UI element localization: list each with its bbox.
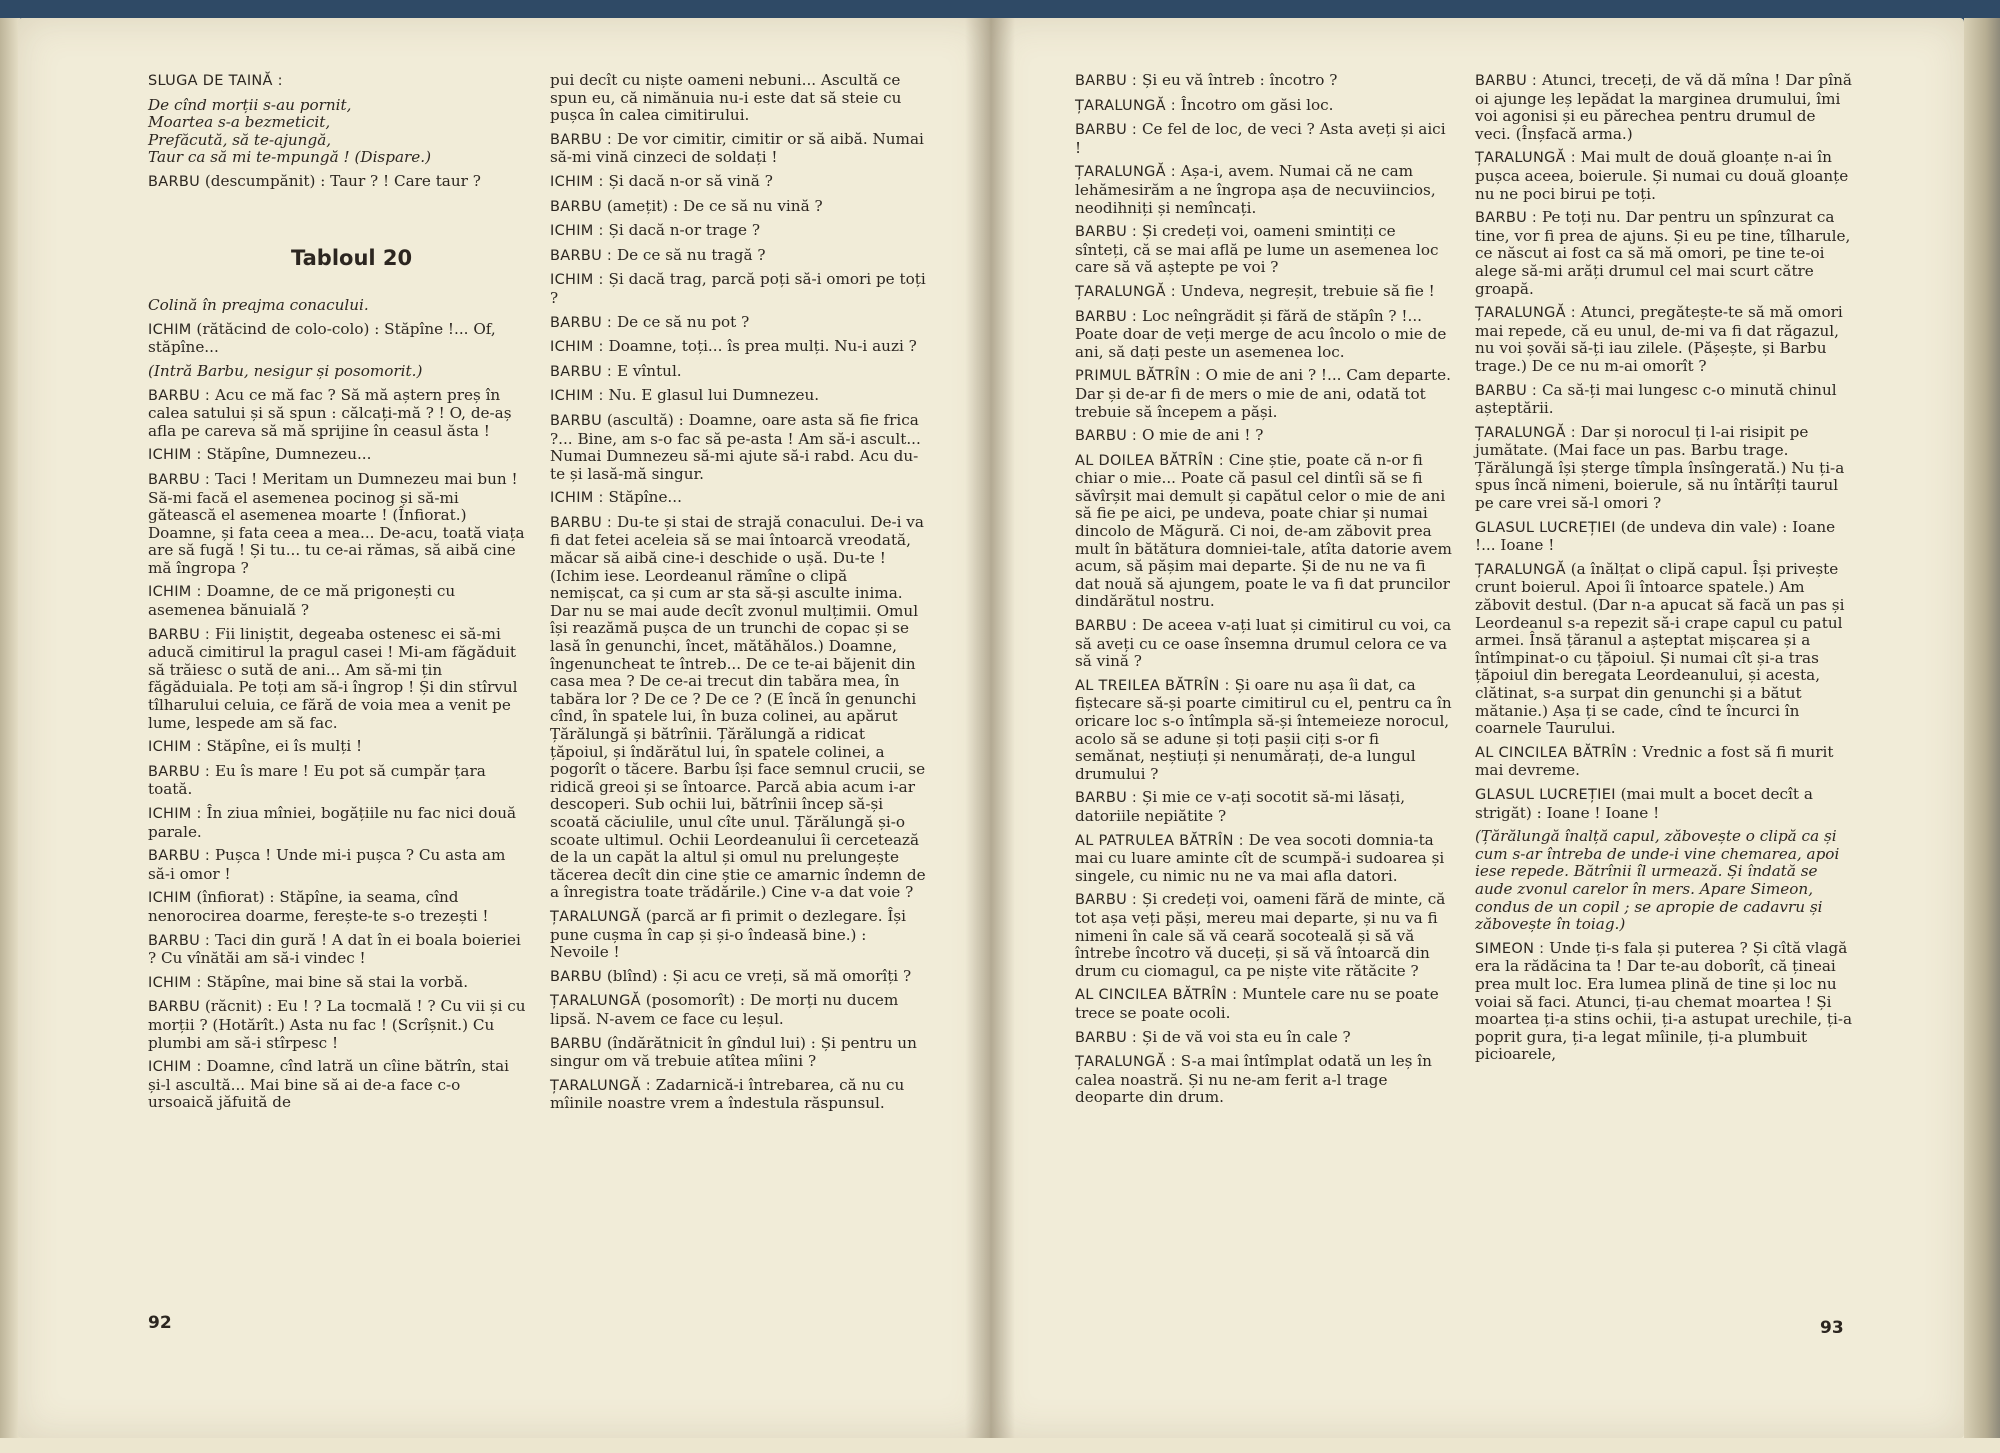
line-text: (amețit) : De ce să nu vină ? — [606, 196, 823, 215]
speaker-name: ȚARALUNGĂ — [550, 908, 641, 925]
stage-direction — [148, 97, 526, 167]
line-text: De ce să nu pot ? — [616, 312, 750, 331]
speaker-name: GLASUL LUCREȚIEI — [1475, 786, 1616, 803]
line-text: Și de vă voi sta eu în cale ? — [1141, 1027, 1351, 1046]
dialogue-line — [550, 198, 926, 217]
speaker-name: BARBU : — [148, 626, 211, 643]
line-text: De aceea v-ați luat și cimitirul cu voi, ca să aveți cu ce oase însemna drumul celora ce va să vină ? — [1075, 616, 1452, 671]
dialogue-line — [1075, 677, 1452, 784]
speaker-name: BARBU : — [550, 131, 613, 148]
speaker-name: ICHIM : — [550, 272, 604, 289]
line-text: (îndărătnicit în gîndul lui) : Și pentru un singur om vă trebuie atîtea mîini ? — [550, 1033, 917, 1071]
dialogue-line — [148, 738, 526, 757]
speaker-name: ȚARALUNGĂ : — [1475, 424, 1576, 441]
speaker-name: AL PATRULEA BĂTRÎN : — [1075, 832, 1244, 849]
dialogue-line — [1075, 891, 1452, 980]
line-text: (răcnit) : Eu ! ? La tocmală ! ? Cu vii și cu morții ? (Hotărît.) Asta nu fac ! (Scrîșnit.) Cu plumbi am să-i stîrpesc ! — [148, 997, 526, 1052]
speaker-name: ICHIM — [148, 321, 192, 338]
dialogue-line — [1075, 283, 1452, 302]
speaker-name: ICHIM : — [550, 490, 604, 507]
column-2 — [550, 72, 926, 1119]
column-1-main — [148, 297, 526, 1112]
dialogue-line — [1075, 452, 1452, 611]
dialogue-line — [148, 763, 526, 799]
line-text: Taci din gură ! A dat în ei boala boieriei ? Cu vînătăi am să-i vindec ! — [148, 930, 521, 968]
dialogue-line — [1075, 986, 1452, 1022]
dialogue-line — [550, 908, 926, 962]
speaker-name: ICHIM : — [550, 339, 604, 356]
dialogue-line — [148, 626, 526, 733]
speaker-name: BARBU — [148, 999, 201, 1016]
line-text: Acu ce mă fac ? Să mă aștern preș în calea satului și să spun : călcați-mă ? ! O, de-aș afla pe careva să mă sprijine în ceasul ăsta ! — [148, 385, 512, 440]
speaker-name: AL DOILEA BĂTRÎN : — [1075, 452, 1224, 469]
line-text: (descumpănit) : Taur ? ! Care taur ? — [204, 171, 481, 190]
speaker-name: ȚARALUNGĂ : — [1475, 305, 1576, 322]
speaker-name: ICHIM : — [148, 447, 202, 464]
speaker-name: ȚARALUNGĂ : — [550, 1077, 651, 1094]
dialogue-line — [550, 412, 926, 483]
line-text: Fii liniștit, degeaba ostenesc ei să-mi aducă cimitirul la pragul casei ! Mi-am făgăduit să trăiesc o sută de ani... Am să-mi țin făgăduiala. Pe toți am să-i îngrop ! Și din stîrvul tîlharului celuia, ce fără de voia mea a venit pe lume, lespede am să fac. — [148, 624, 518, 732]
line-text: Stăpîne, ei îs mulți ! — [206, 737, 363, 756]
line-text: Loc neîngrădit și fără de stăpîn ? !... Poate doar de veți merge de acu încolo o mie de ani, să dați peste un asemenea loc. — [1075, 306, 1447, 361]
line-text: Și credeți voi, oameni fără de minte, că tot așa veți păși, mereu mai departe, și nu va fi nimeni în cale să vă ceară socoteală și să vă întrebe încotro vă duceți, și să vă întoarcă din drum cu ciomagul, ca pe niște vite rătăcite ? — [1075, 890, 1446, 980]
dialogue-line — [1075, 121, 1452, 157]
dialogue-line — [550, 222, 926, 241]
line-text: (parcă ar fi primit o dezlegare. Își pune cușma în cap și și-o îndeasă bine.) : Nevoile ! — [550, 906, 907, 962]
line-text: Stăpîne, mai bine să stai la vorbă. — [206, 972, 469, 991]
dialogue-line — [1075, 223, 1452, 277]
dialogue-line — [1475, 940, 1855, 1064]
dialogue-line — [1475, 72, 1855, 143]
speaker-name: ȚARALUNGĂ : — [1475, 150, 1576, 167]
speaker-name: ICHIM : — [550, 173, 604, 190]
line-text: Du-te și stai de strajă conacului. De-i va fi dat fetei aceleia să se mai întoarcă vreodată, măcar să aibă cine-i deschide o ușă. Du-te ! (Ichim iese. Leordeanul rămîne o clipă nemișcat, ca și cum ar sta să-și asculte inima. Dar nu se mai aude decît zvonul mulțimii. Omul își reazămă pușca de un trunchi de copac și se lasă în genunchi, încet, mătăhălos.) Doamne, îngenuncheat te întreb... De ce te-ai băjenit din casa mea ? De ce-ai trecut din tabăra mea, în tabăra lor ? De ce ? De ce ? (E încă în genunchi cînd, în spatele lui, în buza colinei, au apărut Țărălungă și bătrînii. Țărălungă a ridicat țăpoiul, și îndărătul lui, în spatele colinei, a pogorît o tăcere. Barbu își face semnul crucii, se ridică greoi și se întoarce. Parcă abia acum i-ar descoperi. Sub ochii lui, bătrînii încep să-și scoată căciulile, unul cîte unul. Țărălungă și-o scoate ultimul. Ochii Leordeanului îi cercetează de la un capăt la altul și omul nu prelungește tăcerea decît din cine știe ce amarnic îndemn de a înregistra toate trădările.) Cine v-a dat voie ? — [550, 512, 926, 902]
line-text: (mai mult a bocet decît a strigăt) : Ioane ! Ioane ! — [1475, 784, 1813, 822]
line-text: Atunci, pregătește-te să mă omori mai repede, că eu unul, de-mi va fi dat răgazul, nu voi șovăi să-ți iau zilele. (Pășește, și Barbu trage.) De ce nu m-ai omorît ? — [1475, 303, 1843, 375]
speaker-name: BARBU : — [1075, 224, 1138, 241]
dialogue-line — [148, 998, 526, 1052]
speaker-name: ICHIM : — [148, 974, 202, 991]
speaker-name: ȚARALUNGĂ — [1475, 561, 1566, 578]
dialogue-line — [148, 805, 526, 841]
speaker-name: BARBU : — [1075, 618, 1138, 635]
line-text: (de undeva din vale) : Ioane !... Ioane ! — [1475, 517, 1836, 555]
line-text: (blînd) : Și acu ce vreți, să mă omorîți ? — [606, 966, 912, 985]
dialogue-line — [1075, 97, 1452, 116]
dialogue-line — [148, 1058, 526, 1112]
page-number-left: 92 — [148, 1313, 172, 1333]
line-text: Și oare nu așa îi dat, ca fiștecare să-și poarte cimitirul cu el, pentru ca în oricare loc s-o întîmpla să-și întemeieze norocul, acolo să se adune și toți pașii ciți s-or fi semănat, neștiuți și nenumărați, de-a lungul drumului ? — [1075, 675, 1452, 783]
speaker-name: BARBU : — [1075, 73, 1138, 89]
line-text: O mie de ani ? !... Cam departe. Dar și de-ar fi de mers o mie de ani, odată tot trebuie să începem a păși. — [1075, 366, 1451, 421]
line-text: (înfiorat) : Stăpîne, ia seama, cînd nenorocirea doarme, ferește-te s-o trezești ! — [148, 888, 489, 925]
dialogue-line — [1475, 424, 1855, 513]
speaker-name: ICHIM : — [148, 1059, 202, 1076]
dialogue-line — [1075, 832, 1452, 886]
dialogue-line — [1075, 163, 1452, 217]
speaker-name: ICHIM : — [148, 806, 202, 822]
speaker-name: ICHIM : — [148, 739, 202, 756]
dialogue-line — [550, 968, 926, 987]
speaker-name: BARBU : — [148, 763, 211, 780]
speaker-name: BARBU : — [1475, 210, 1538, 227]
dialogue-line — [550, 489, 926, 508]
dialogue-line — [148, 387, 526, 441]
dialogue-line — [1075, 1053, 1452, 1107]
line-text: Doamne, toți... îs prea mulți. Nu-i auzi ? — [608, 337, 917, 356]
speaker-name: BARBU : — [1075, 428, 1138, 445]
dialogue-line — [1075, 789, 1452, 825]
line-text: De cînd morții s-au pornit, Moartea s-a bezmeticit, Prefăcută, să te-ajungă, Taur ca să mi te-mpungă ! (Dispare.) — [148, 95, 431, 167]
dialogue-line — [550, 1035, 926, 1071]
speaker-name: AL CINCILEA BĂTRÎN : — [1475, 744, 1638, 761]
speaker-name: ȚARALUNGĂ : — [1075, 1054, 1176, 1071]
dialogue-line — [550, 514, 926, 902]
line-text: Doamne, de ce mă prigonești cu asemenea bănuială ? — [148, 582, 456, 620]
dialogue-line — [550, 314, 926, 333]
dialogue-line — [1475, 744, 1855, 780]
line-text: De vea socoti domnia-ta mai cu luare aminte cît de scumpă-i sudoarea și singele, cu nimic nu ne va mai afla datori. — [1075, 830, 1445, 885]
dialogue-line — [1475, 786, 1855, 822]
speaker-name: SLUGA DE TAINĂ : — [148, 73, 283, 89]
dialogue-line — [550, 1077, 926, 1113]
speaker-name: AL TREILEA BĂTRÎN : — [1075, 677, 1230, 694]
dialogue-line — [148, 974, 526, 993]
dialogue-line — [550, 131, 926, 167]
speaker-name: BARBU — [550, 968, 603, 985]
speaker-name: BARBU : — [1075, 308, 1138, 325]
speaker-name: ȚARALUNGĂ : — [1075, 164, 1176, 181]
line-text: Atunci, treceți, de vă dă mîna ! Dar pînă oi ajunge leș lepădat la marginea drumului, îmi voi agonisi și eu părechea pentru drumul de veci. (Înșfacă arma.) — [1475, 71, 1852, 143]
speaker-name: BARBU — [550, 1035, 603, 1052]
speaker-name: BARBU : — [550, 363, 613, 380]
line-text: Și eu vă întreb : încotro ? — [1141, 71, 1338, 89]
speaker-name: BARBU — [550, 412, 603, 429]
speaker-name: ȚARALUNGĂ : — [1075, 283, 1176, 300]
speaker-name: ȚARALUNGĂ — [550, 993, 641, 1010]
line-text: Taci ! Meritam un Dumnezeu mai bun ! Să-mi facă el asemenea pocinog și să-mi gătească el asemenea moarte ! (Înfiorat.) Doamne, și fata ceea a mea... De-acu, toată viața are să fugă ! Și tu... tu ce-ai rămas, să aibă cine mă îngropa ? — [148, 469, 525, 577]
line-text: Ce fel de loc, de veci ? Asta aveți și aici ! — [1075, 120, 1446, 157]
speaker-name: ICHIM — [148, 890, 192, 907]
line-text: Dar și norocul ți l-ai risipit pe jumătate. (Mai face un pas. Barbu trage. Țărălungă își șterge tîmpla însîngerată.) Nu ți-a spus încă nimeni, boierule, să nu întărîți taurul pe care vrei să-l omori ? — [1475, 422, 1845, 513]
dialogue-line — [1475, 149, 1855, 203]
speaker-name: BARBU : — [1075, 1029, 1138, 1046]
speaker-name: ICHIM : — [148, 584, 202, 601]
line-text: Și dacă trag, parcă poți să-i omori pe toți ? — [550, 270, 926, 307]
speaker-name: SIMEON : — [1475, 940, 1545, 957]
page-edge-right — [1964, 18, 2000, 1438]
speaker-name: PRIMUL BĂTRÎN : — [1075, 368, 1201, 385]
dialogue-line — [550, 387, 926, 406]
speaker-name: BARBU : — [550, 514, 613, 531]
line-text: Pușca ! Unde mi-i pușca ? Cu asta am să-i omor ! — [148, 846, 506, 883]
scene-heading: Tabloul 20 — [291, 245, 413, 270]
dialogue-line — [1075, 617, 1452, 671]
dialogue-line — [1075, 367, 1452, 421]
speaker-name: BARBU : — [148, 471, 211, 488]
line-text: (a înălțat o clipă capul. Își privește crunt boierul. Apoi îi întoarce spatele.) Am zăbovit destul. (Dar n-a apucat să facă un pas și Leordeanul s-a repezit să-i crape capul cu patul armei. Însă țăranul a așteptat mișcarea și a întîmpinat-o cu țăpoiul. Și numai cît și-a tras țăpoiul din beregata Leordeanului, și acesta, clătinat, s-a surpat din genunchi și a bătut mătanie.) Așa ți se cade, cînd te încurci în coarnele Taurului. — [1475, 559, 1845, 738]
line-text: Nu. E glasul lui Dumnezeu. — [608, 386, 820, 405]
line-text: Stăpîne... — [608, 488, 682, 507]
speaker-name: BARBU : — [1075, 892, 1138, 909]
dialogue-line — [550, 992, 926, 1028]
line-text: (Țărălungă înalță capul, zăbovește o clipă ca și cum s-ar întreba de unde-i vine chemarea, apoi iese repede. Bătrînii îl urmează. Și îndată se aude zvonul carelor în mers. Apare Simeon, condus de un copil ; se apropie de cadavru și zăbovește în toiag.) — [1475, 827, 1840, 934]
dialogue-line — [1075, 308, 1452, 362]
dialogue-line — [1075, 1029, 1452, 1048]
dialogue-line — [550, 363, 926, 382]
dialogue-line — [1475, 382, 1855, 418]
dialogue-line — [148, 321, 526, 357]
book-gutter — [965, 18, 1015, 1438]
dialogue-line — [1475, 519, 1855, 555]
column-4 — [1475, 72, 1855, 1070]
stage-direction — [148, 297, 526, 315]
line-text: Doamne, cînd latră un cîine bătrîn, stai și-l ascultă... Mai bine să ai de-a face c-o ursoaică jăfuită de — [148, 1057, 510, 1112]
page-edge-left — [0, 18, 20, 1438]
line-text: Ca să-ți mai lungesc c-o minută chinul așteptării. — [1475, 380, 1837, 418]
dialogue-line — [148, 173, 526, 192]
line-text: E vîntul. — [616, 361, 682, 380]
line-text: Și credeți voi, oameni smintiți ce sînteți, că se mai află pe lume un asemenea loc care să vă aștepte pe voi ? — [1075, 222, 1439, 277]
line-text: (posomorît) : De morți nu ducem lipsă. N-avem ce face cu leșul. — [550, 991, 899, 1028]
line-text: De ce să nu tragă ? — [616, 245, 766, 264]
column-1 — [148, 72, 526, 1118]
line-text: (ascultă) : Doamne, oare asta să fie frica ?... Bine, am s-o fac să pe-asta ! Am să-i ascult... Numai Dumnezeu să-mi ajute să-i rabd. Acu du-te și lasă-mă singur. — [550, 410, 921, 483]
line-text: Muntele care nu se poate trece se poate ocoli. — [1075, 985, 1439, 1022]
dialogue-line — [1475, 209, 1855, 298]
speaker-name: BARBU : — [550, 314, 613, 331]
dialogue-line — [550, 338, 926, 357]
line-text: Și dacă n-or să vină ? — [608, 171, 773, 190]
line-text: Pe toți nu. Dar pentru un spînzurat ca tine, vor fi prea de ajuns. Și eu pe tine, tîlharule, ce născut ai fost ca să mă omori, pe tine te-oi alege să-mi arăți drumul cel mai scurt către groapă. — [1475, 208, 1851, 298]
line-text: Cine știe, poate că n-or fi chiar o mie... Poate că pasul cel dintîi să se fi săvîrșit mai demult și capătul celor o mie de ani să fie pe aici, pe undeva, poate chiar și numai dincolo de Măgură. Ci noi, de-am zăbovit prea mult în bătătura domniei-tale, atîta datorie avem acum, să pășim mai departe. Și de nu ne va fi dat nouă să ajungem, poate le va fi dat pruncilor dindărătul nostru. — [1075, 450, 1452, 611]
line-text: O mie de ani ! ? — [1141, 426, 1264, 445]
line-text: Eu îs mare ! Eu pot să cumpăr țara toată. — [148, 761, 486, 799]
dialogue-line — [1475, 304, 1855, 375]
dialogue-line — [148, 847, 526, 883]
page-number-right: 93 — [1820, 1318, 1844, 1338]
speaker-name: ICHIM : — [550, 388, 604, 405]
speaker-name: BARBU — [550, 198, 603, 215]
dialogue-line — [1075, 427, 1452, 446]
line-text: Încotro om găsi loc. — [1180, 95, 1334, 114]
line-text: În ziua mîniei, bogățiile nu fac nici două parale. — [148, 804, 517, 841]
speaker-name: BARBU : — [148, 387, 211, 404]
speaker-name: BARBU : — [1075, 790, 1138, 807]
line-text: Vrednic a fost să fi murit mai devreme. — [1475, 742, 1834, 780]
line-text: Undeva, negreșit, trebuie să fie ! — [1180, 281, 1435, 300]
speaker-name: BARBU : — [1475, 73, 1538, 89]
line-text: pui decît cu niște oameni nebuni... Ascultă ce spun eu, că nimănuia nu-i este dat să steie cu pușca în calea cimitirului. — [550, 71, 902, 125]
line-text: (rătăcind de colo-colo) : Stăpîne !... Of, stăpîne... — [148, 319, 496, 357]
stage-direction — [550, 72, 926, 125]
speaker-name: BARBU — [148, 173, 201, 190]
line-text: Unde ți-s fala și puterea ? Și cîtă vlagă era la rădăcina ta ! Dar te-au doborît, că țineai prea mult loc. Era lumea plină de tine și loc nu voiai să faci. Atunci, ți-au chemat moartea ! Și moartea ți-a stins ochii, ți-a astupat urechile, ți-a poprit gura, ți-a legat mîinile, ți-a plumbuit picioarele, — [1475, 938, 1853, 1064]
dialogue-line — [148, 471, 526, 578]
speaker-name: BARBU : — [148, 932, 211, 949]
dialogue-line — [1475, 561, 1855, 738]
dialogue-line — [148, 72, 526, 91]
line-text: Așa-i, avem. Numai că ne cam lehămesirăm a ne îngropa așa de necuviincios, neodihniți și nemîncați. — [1075, 162, 1436, 217]
dialogue-line — [550, 173, 926, 192]
line-text: Colină în preajma conacului. — [148, 296, 369, 315]
speaker-name: ȚARALUNGĂ : — [1075, 97, 1176, 114]
stage-direction — [148, 363, 526, 381]
speaker-name: BARBU : — [148, 848, 211, 865]
speaker-name: BARBU : — [1075, 122, 1138, 139]
stage-direction — [1475, 828, 1855, 934]
speaker-name: GLASUL LUCREȚIEI — [1475, 519, 1616, 536]
dialogue-line — [148, 889, 526, 925]
line-text: Mai mult de două gloanțe n-ai în pușca aceea, boierule. Și numai cu două gloanțe nu ne poci birui pe toți. — [1475, 148, 1849, 203]
column-3 — [1075, 72, 1452, 1113]
dialogue-line — [550, 271, 926, 307]
dialogue-line — [550, 247, 926, 266]
line-text: Stăpîne, Dumnezeu... — [206, 445, 372, 464]
line-text: Și mie ce v-ați socotit să-mi lăsați, datoriile nepiătite ? — [1075, 788, 1406, 825]
dialogue-line — [1075, 72, 1452, 91]
speaker-name: BARBU : — [550, 247, 613, 264]
speaker-name: AL CINCILEA BĂTRÎN : — [1075, 987, 1238, 1004]
speaker-name: ICHIM : — [550, 223, 604, 240]
line-text: De vor cimitir, cimitir or să aibă. Numai să-mi vină cinzeci de soldați ! — [550, 129, 924, 167]
line-text: (Intră Barbu, nesigur și posomorit.) — [148, 361, 423, 380]
column-1-top — [148, 72, 526, 192]
speaker-name: BARBU : — [1475, 382, 1538, 399]
line-text: Și dacă n-or trage ? — [608, 221, 761, 240]
dialogue-line — [148, 932, 526, 968]
dialogue-line — [148, 446, 526, 465]
dialogue-line — [148, 583, 526, 619]
line-text: S-a mai întîmplat odată un leș în calea noastră. Și nu ne-am ferit a-l trage deoparte din drum. — [1075, 1052, 1432, 1107]
line-text: Zadarnică-i întrebarea, că nu cu mîinile noastre vrem a îndestula răspunsul. — [550, 1075, 905, 1113]
